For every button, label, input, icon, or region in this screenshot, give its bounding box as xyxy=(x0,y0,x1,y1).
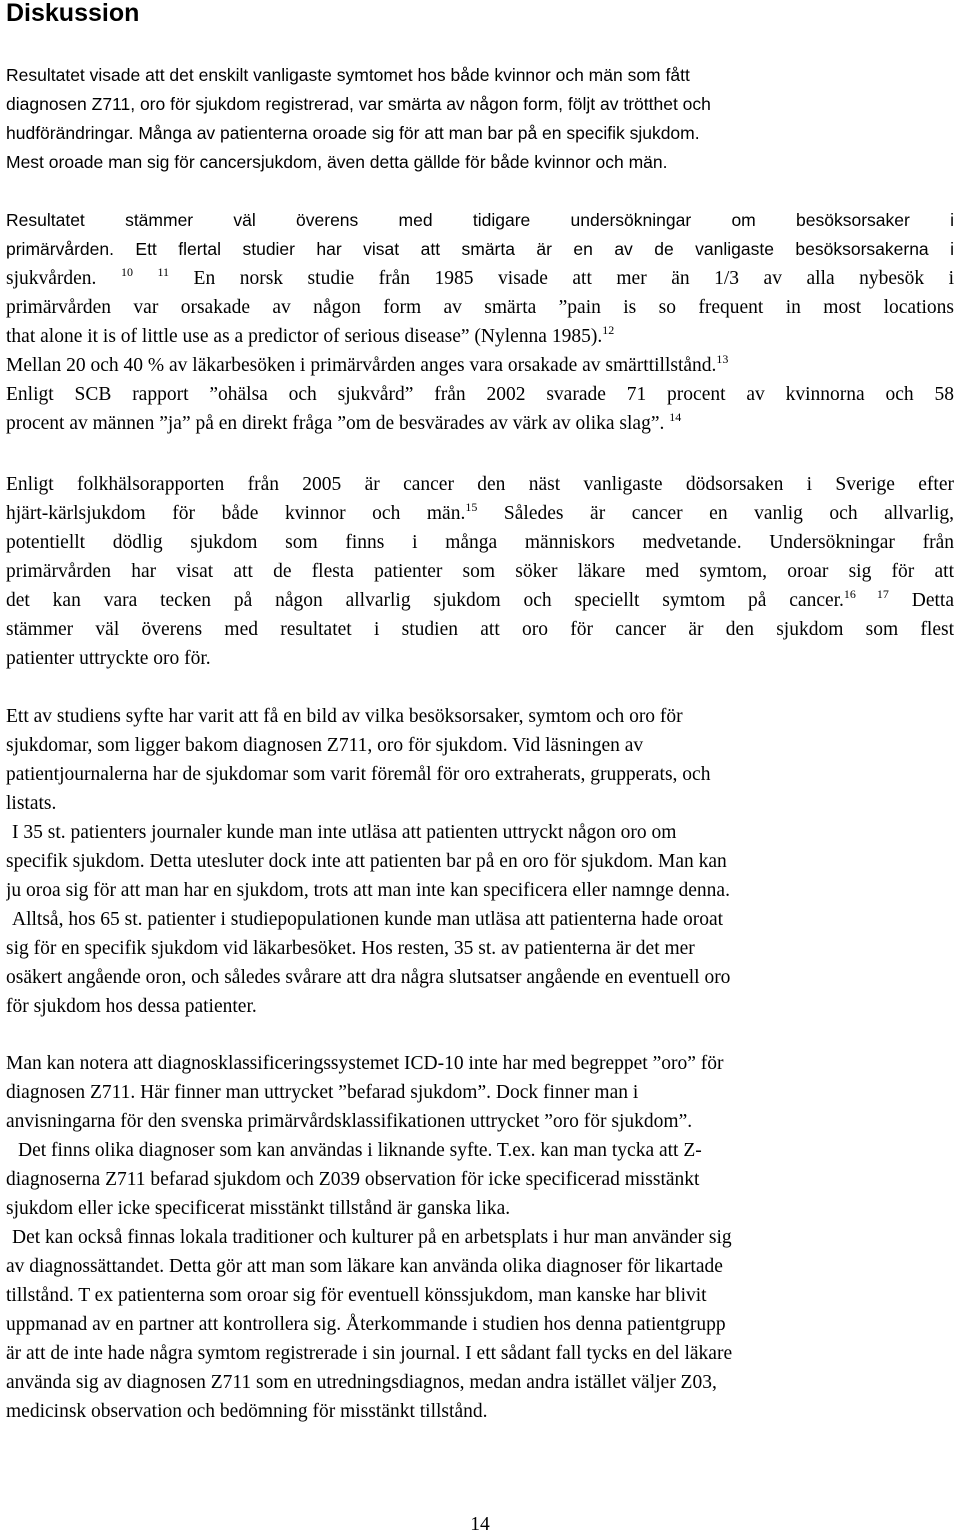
text-line: Det finns olika diagnoser som kan användas i liknande syfte. T.ex. kan man tycka att Z- xyxy=(18,1140,702,1161)
text-line: är att de inte hade några symtom registrerade i sin journal. I ett sådant fall tycks en del läkare xyxy=(6,1343,733,1364)
text-line: I 35 st. patienters journaler kunde man inte utläsa att patienten uttryckt någon oro om xyxy=(12,822,677,843)
text-line: hudförändringar. Många av patienterna oroade sig för att man bar på en specifik sjukdom. xyxy=(6,123,700,143)
text-line xyxy=(6,322,954,351)
text-line: sjukdom eller icke specificerat misstänkt tillstånd är ganska lika. xyxy=(6,1198,511,1219)
text-line: osäkert angående oron, och således svårare att dra några slutsatser angående en eventuell oro xyxy=(6,967,731,988)
text-fragment: Detta xyxy=(911,590,954,611)
text-line: stämmer väl överens med resultatet i studien att oro för cancer är den sjukdom som flest xyxy=(6,619,954,640)
text-line xyxy=(6,351,954,380)
text-line: tillstånd. T ex patienterna som oroar sig för eventuell könssjukdom, man kanske har blivit xyxy=(6,1285,707,1306)
citation-superscript: 11 xyxy=(157,265,170,279)
text-line: primärvården har visat att de flesta patienter som söker läkare med symtom, oroar sig för att xyxy=(6,561,954,582)
paragraph-icd10 xyxy=(6,1049,954,1426)
text-fragment: hjärt-kärlsjukdom för både kvinnor och män. xyxy=(6,503,466,524)
text-line: sjukdomar, som ligger bakom diagnosen Z711, oro för sjukdom. Vid läsningen av xyxy=(6,735,644,756)
citation-superscript: 15 xyxy=(465,500,478,514)
text-line: diagnosen Z711. Här finner man uttrycket ”befarad sjukdom”. Dock finner man i xyxy=(6,1082,639,1103)
text-line: använda sig av diagnosen Z711 som en utredningsdiagnos, medan andra istället väljer Z03, xyxy=(6,1372,717,1393)
text-line: ju oroa sig för att man har en sjukdom, trots att man inte kan specificera eller namnge denna. xyxy=(6,880,730,901)
text-line: primärvården. Ett flertal studier har visat att smärta är en av de vanligaste besöksorsakerna i xyxy=(6,239,954,259)
text-line: Alltså, hos 65 st. patienter i studiepopulationen kunde man utläsa att patienterna hade oroat xyxy=(12,909,724,930)
text-line: sig för en specifik sjukdom vid läkarbesöket. Hos resten, 35 st. av patienterna är det mer xyxy=(6,938,695,959)
text-fragment: det kan vara tecken på någon allvarlig sjukdom och speciellt symtom på cancer. xyxy=(6,590,844,611)
text-line: Mest oroade man sig för cancersjukdom, även detta gällde för både kvinnor och män. xyxy=(6,152,668,172)
text-line: för sjukdom hos dessa patienter. xyxy=(6,996,257,1017)
text-line: Resultatet stämmer väl överens med tidigare undersökningar om besöksorsaker i xyxy=(6,210,954,230)
text-fragment: Således är cancer en vanlig och allvarlig, xyxy=(503,503,954,524)
citation-superscript: 14 xyxy=(669,410,682,424)
text-fragment: Mellan 20 och 40 % av läkarbesöken i primärvården anges vara orsakade av smärttillstånd. xyxy=(6,355,717,376)
text-line: Enligt folkhälsorapporten från 2005 är cancer den näst vanligaste dödsorsaken i Sverige efter xyxy=(6,474,954,495)
text-line: diagnosen Z711, oro för sjukdom registrerad, var smärta av någon form, följt av trötthet och xyxy=(6,94,711,114)
text-line: Det kan också finnas lokala traditioner och kulturer på en arbetsplats i hur man använder sig xyxy=(12,1227,732,1248)
citation-superscript: 12 xyxy=(602,323,615,337)
text-line xyxy=(6,264,954,293)
citation-superscript: 16 17 xyxy=(843,587,889,601)
citation-superscript: 13 xyxy=(716,352,729,366)
citation-superscript: 10 xyxy=(120,265,133,279)
text-line: anvisningarna för den svenska primärvårdsklassifikationen uttrycket ”oro för sjukdom”. xyxy=(6,1111,693,1132)
text-line xyxy=(6,499,954,528)
text-fragment: that alone it is of little use as a predictor of serious disease” (Nylenna 1985). xyxy=(6,326,603,347)
text-line: listats. xyxy=(6,793,57,814)
text-line: potentiellt dödlig sjukdom som finns i många människors medvetande. Undersökningar från xyxy=(6,532,954,553)
text-line xyxy=(6,586,954,615)
section-heading: Diskussion xyxy=(6,0,140,27)
text-fragment: En norsk studie från 1985 visade att mer än 1/3 av alla nybesök i xyxy=(193,268,954,289)
text-fragment: procent av männen ”ja” på en direkt fråga ”om de besvärades av värk av olika slag”. xyxy=(6,413,665,434)
paragraph-cancer xyxy=(6,470,954,673)
text-line: specifik sjukdom. Detta utesluter dock inte att patienten bar på en oro för sjukdom. Man kan xyxy=(6,851,727,872)
text-line: patientjournalerna har de sjukdomar som varit föremål för oro extraherats, grupperats, och xyxy=(6,764,711,785)
text-line: medicinsk observation och bedömning för misstänkt tillstånd. xyxy=(6,1401,488,1422)
text-line: Enligt SCB rapport ”ohälsa och sjukvård” från 2002 svarade 71 procent av kvinnorna och 58 xyxy=(6,384,954,405)
text-line: primärvården var orsakade av någon form av smärta ”pain is so frequent in most locations xyxy=(6,297,954,318)
text-line: uppmanad av en partner att kontrollera sig. Återkommande i studien hos denna patientgrupp xyxy=(6,1314,726,1335)
text-line: Ett av studiens syfte har varit att få en bild av vilka besöksorsaker, symtom och oro för xyxy=(6,706,683,727)
text-fragment: sjukvården. xyxy=(6,268,97,289)
text-line: patienter uttryckte oro för. xyxy=(6,648,211,669)
text-line: av diagnossättandet. Detta gör att man som läkare kan använda olika diagnoser för likartade xyxy=(6,1256,723,1277)
text-line xyxy=(6,409,954,438)
paragraph-study-purpose xyxy=(6,702,954,1021)
text-line: Man kan notera att diagnosklassificeringssystemet ICD-10 inte har med begreppet ”oro” för xyxy=(6,1053,724,1074)
page-number: 14 xyxy=(470,1514,490,1535)
text-line: Resultatet visade att det enskilt vanligaste symtomet hos både kvinnor och män som fått xyxy=(6,65,690,85)
text-line: diagnoserna Z711 befarad sjukdom och Z039 observation för icke specificerad misstänkt xyxy=(6,1169,700,1190)
paragraph-comparison xyxy=(6,206,954,438)
paragraph-results-summary xyxy=(6,61,954,177)
